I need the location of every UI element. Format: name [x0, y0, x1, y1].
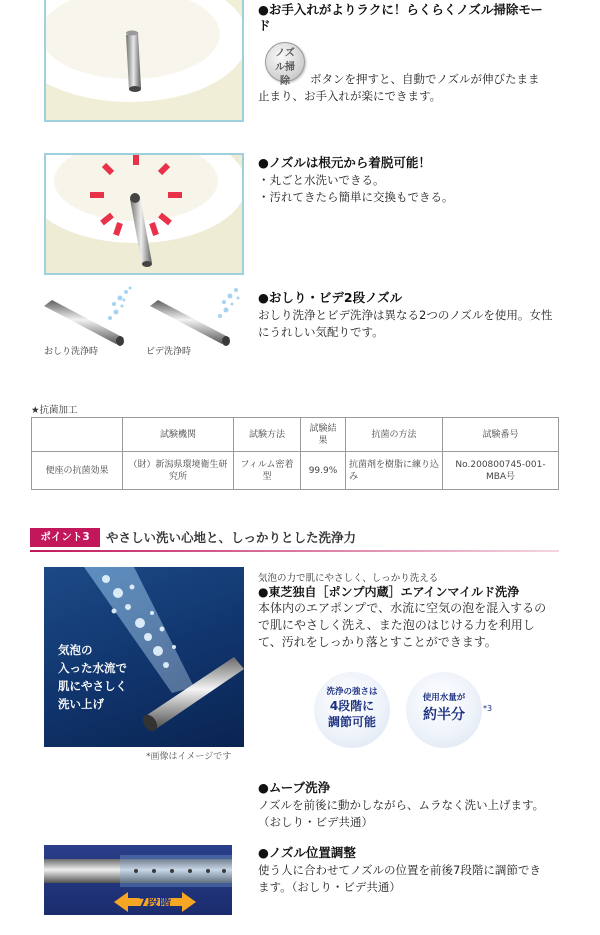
image-caption-line: 入った水流で	[58, 661, 127, 675]
badge-line: 使用水量が	[422, 693, 466, 703]
point3-body: 本体内のエアポンプで、水流に空気の泡を混入するので肌にやさしく洗え、また泡のはじける力を利用して、汚れをしっかり落とすことができます。	[258, 601, 547, 649]
table-cell: 99.9%	[301, 452, 346, 490]
nozzle-position-image	[44, 845, 232, 915]
table-header-cell: 抗菌の方法	[346, 418, 443, 452]
table-row	[32, 452, 559, 490]
image-caption-line: 洗い上げ	[58, 697, 104, 711]
caption-rear-wash: おしり洗浄時	[44, 347, 99, 357]
table-cell: 抗菌剤を樹脂に練り込み	[346, 452, 443, 490]
table-cell: （財）新潟県環境衛生研究所	[123, 452, 234, 490]
point3-subtitle: ●東芝独自［ポンプ内蔵］エアインマイルド洗浄	[258, 585, 520, 599]
image-caption-line: 肌にやさしく	[58, 679, 127, 693]
table-header-cell: 試験結果	[301, 418, 346, 452]
nozzle-position-title: ●ノズル位置調整	[258, 845, 356, 860]
feature-body-nozzle-cleaning: ボタンを押すと、自動でノズルが伸びたまま止まり、お手入れが楽にできます。	[258, 72, 540, 103]
nozzle-position-body: 使う人に合わせてノズルの位置を前後7段階に調節できます。（おしり・ビデ共通）	[258, 863, 541, 894]
point3-badge: ポイント3	[30, 528, 100, 547]
feature-line-washable: ・丸ごと水洗いできる。	[258, 173, 385, 187]
image-caption-line: 気泡の	[58, 643, 93, 657]
table-cell: No.200800745-001-MBA号	[443, 452, 559, 490]
feature-title-dual-nozzle: ●おしり・ビデ2段ノズル	[258, 290, 403, 305]
feature-title-nozzle-cleaning: ●お手入れがよりラクに！らくらくノズル掃除モード	[258, 2, 543, 33]
badge-line: 約半分	[423, 707, 465, 723]
table-header-cell: 試験方法	[234, 418, 301, 452]
caption-bidet-wash: ビデ洗浄時	[146, 347, 192, 357]
removable-nozzle-image	[44, 153, 244, 275]
feature-body-dual-nozzle: おしり洗浄とビデ洗浄は異なる2つのノズルを使用。女性にうれしい気配りです。	[258, 308, 553, 339]
badge-line: 調節可能	[327, 715, 376, 729]
image-note: *画像はイメージです	[146, 752, 232, 762]
point3-title: やさしい洗い心地と、しっかりとした洗浄力	[106, 530, 357, 545]
table-header-row	[32, 418, 559, 452]
move-wash-body: ノズルを前後に動かしながら、ムラなく洗い上げます。（おしり・ビデ共通）	[258, 798, 545, 829]
move-wash-title: ●ムーブ洗浄	[258, 780, 331, 795]
water-usage-badge	[406, 672, 482, 748]
nozzle-clean-button-label: ノズル掃除	[275, 48, 295, 87]
table-cell: フィルム密着型	[234, 452, 301, 490]
feature-line-replaceable: ・汚れてきたら簡単に交換もできる。	[258, 190, 454, 204]
water-usage-footnote: *3	[483, 704, 493, 713]
feature-title-removable-nozzle: ●ノズルは根元から着脱可能！	[258, 155, 431, 170]
point3-lead: 気泡の力で肌にやさしく、しっかり洗える	[258, 573, 439, 584]
table-header-cell: 試験番号	[443, 418, 559, 452]
badge-line: 4段階に	[329, 699, 375, 713]
badge-line: 洗浄の強さは	[326, 687, 378, 697]
point3-title-underline	[30, 550, 559, 552]
antibacterial-heading: ★抗菌加工	[31, 405, 78, 416]
bubble-water-image	[44, 567, 244, 747]
nozzle-cleaning-image	[44, 0, 244, 122]
table-header-cell	[32, 418, 123, 452]
antibacterial-table	[31, 417, 559, 490]
table-header-cell: 試験機関	[123, 418, 234, 452]
seven-steps-label: 7段階	[138, 895, 172, 909]
table-cell: 便座の抗菌効果	[32, 452, 123, 490]
wash-strength-badge	[314, 672, 390, 748]
